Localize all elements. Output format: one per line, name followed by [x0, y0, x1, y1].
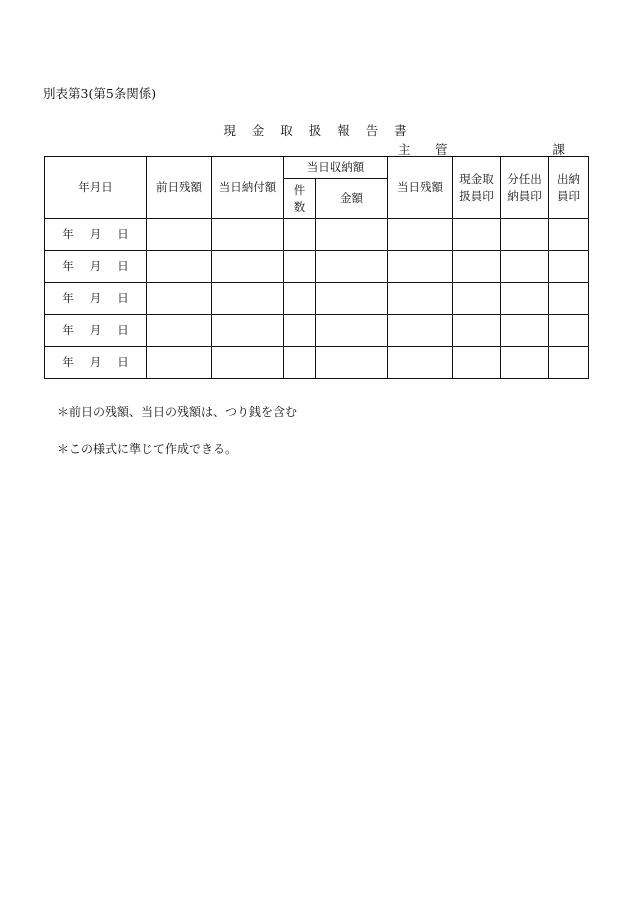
today-balance-cell[interactable] — [388, 315, 453, 347]
date-cell[interactable] — [45, 251, 147, 283]
table-body — [45, 219, 589, 379]
today-balance-cell[interactable] — [388, 251, 453, 283]
prev-balance-cell[interactable] — [147, 219, 212, 251]
header-amount: 金額 — [316, 179, 388, 219]
teller-seal-cell[interactable] — [549, 251, 589, 283]
department-line — [398, 140, 565, 157]
teller-seal-cell[interactable] — [549, 283, 589, 315]
table-row — [45, 315, 589, 347]
date-day: 日 — [117, 291, 129, 306]
header-count-line1: 件 — [293, 182, 306, 197]
date-cell[interactable] — [45, 347, 147, 379]
today-balance-cell[interactable] — [388, 283, 453, 315]
branch-clerk-seal-cell[interactable] — [501, 219, 549, 251]
teller-seal-cell[interactable] — [549, 219, 589, 251]
date-year: 年 — [62, 259, 74, 274]
header-branch-clerk-line1: 分任出 — [507, 171, 542, 186]
count-cell[interactable] — [284, 251, 316, 283]
amount-cell[interactable] — [316, 251, 388, 283]
date-day: 日 — [117, 227, 129, 242]
header-cash-clerk-line1: 現金取 — [459, 171, 494, 186]
date-month: 月 — [89, 259, 102, 274]
header-payment: 当日納付額 — [212, 157, 284, 219]
date-year: 年 — [62, 227, 74, 242]
count-cell[interactable] — [284, 219, 316, 251]
payment-cell[interactable] — [212, 283, 284, 315]
header-teller-line2: 員印 — [557, 188, 580, 203]
date-cell[interactable] — [45, 283, 147, 315]
header-count — [284, 179, 316, 219]
payment-cell[interactable] — [212, 315, 284, 347]
date-month: 月 — [89, 227, 102, 242]
note-balance: ＊前日の残額、当日の残額は、つり銭を含む — [57, 405, 298, 419]
header-prev-balance: 前日残額 — [147, 157, 212, 219]
today-balance-cell[interactable] — [388, 347, 453, 379]
date-month: 月 — [89, 355, 102, 370]
header-date: 年月日 — [45, 157, 147, 219]
cash-clerk-seal-cell[interactable] — [453, 315, 501, 347]
date-day: 日 — [117, 355, 129, 370]
prev-balance-cell[interactable] — [147, 347, 212, 379]
header-branch-clerk-seal — [501, 157, 549, 219]
header-cash-clerk-line2: 扱員印 — [459, 188, 494, 203]
teller-seal-cell[interactable] — [549, 347, 589, 379]
prev-balance-cell[interactable] — [147, 283, 212, 315]
department-prefix: 主 管 — [398, 142, 454, 157]
header-count-line2: 数 — [293, 199, 306, 214]
table-row — [45, 219, 589, 251]
cash-clerk-seal-cell[interactable] — [453, 347, 501, 379]
branch-clerk-seal-cell[interactable] — [501, 283, 549, 315]
date-cell[interactable] — [45, 315, 147, 347]
prev-balance-cell[interactable] — [147, 251, 212, 283]
payment-cell[interactable] — [212, 219, 284, 251]
header-received-group: 当日収納額 — [284, 157, 388, 179]
cash-clerk-seal-cell[interactable] — [453, 283, 501, 315]
table-row — [45, 347, 589, 379]
table-row — [45, 251, 589, 283]
date-cell[interactable] — [45, 219, 147, 251]
table-row — [45, 283, 589, 315]
header-cash-clerk-seal — [453, 157, 501, 219]
prev-balance-cell[interactable] — [147, 315, 212, 347]
attachment-label: 別表第3(第5条関係) — [43, 86, 157, 101]
header-teller-line1: 出納 — [557, 171, 580, 186]
date-year: 年 — [62, 291, 74, 306]
count-cell[interactable] — [284, 283, 316, 315]
branch-clerk-seal-cell[interactable] — [501, 251, 549, 283]
date-month: 月 — [89, 291, 102, 306]
date-day: 日 — [117, 259, 129, 274]
count-cell[interactable] — [284, 347, 316, 379]
date-day: 日 — [117, 323, 129, 338]
document-title: 現 金 取 扱 報 告 書 — [223, 123, 413, 138]
date-year: 年 — [62, 323, 74, 338]
header-branch-clerk-line2: 納員印 — [507, 188, 542, 203]
department-suffix: 課 — [552, 142, 565, 157]
cash-report-table — [44, 156, 589, 379]
date-month: 月 — [89, 323, 102, 338]
cash-clerk-seal-cell[interactable] — [453, 219, 501, 251]
payment-cell[interactable] — [212, 251, 284, 283]
amount-cell[interactable] — [316, 283, 388, 315]
date-year: 年 — [62, 355, 74, 370]
amount-cell[interactable] — [316, 347, 388, 379]
amount-cell[interactable] — [316, 219, 388, 251]
today-balance-cell[interactable] — [388, 219, 453, 251]
count-cell[interactable] — [284, 315, 316, 347]
branch-clerk-seal-cell[interactable] — [501, 347, 549, 379]
amount-cell[interactable] — [316, 315, 388, 347]
header-teller-seal — [549, 157, 589, 219]
note-format: ＊この様式に準じて作成できる。 — [57, 442, 238, 456]
cash-clerk-seal-cell[interactable] — [453, 251, 501, 283]
payment-cell[interactable] — [212, 347, 284, 379]
teller-seal-cell[interactable] — [549, 315, 589, 347]
header-today-balance: 当日残額 — [388, 157, 453, 219]
branch-clerk-seal-cell[interactable] — [501, 315, 549, 347]
